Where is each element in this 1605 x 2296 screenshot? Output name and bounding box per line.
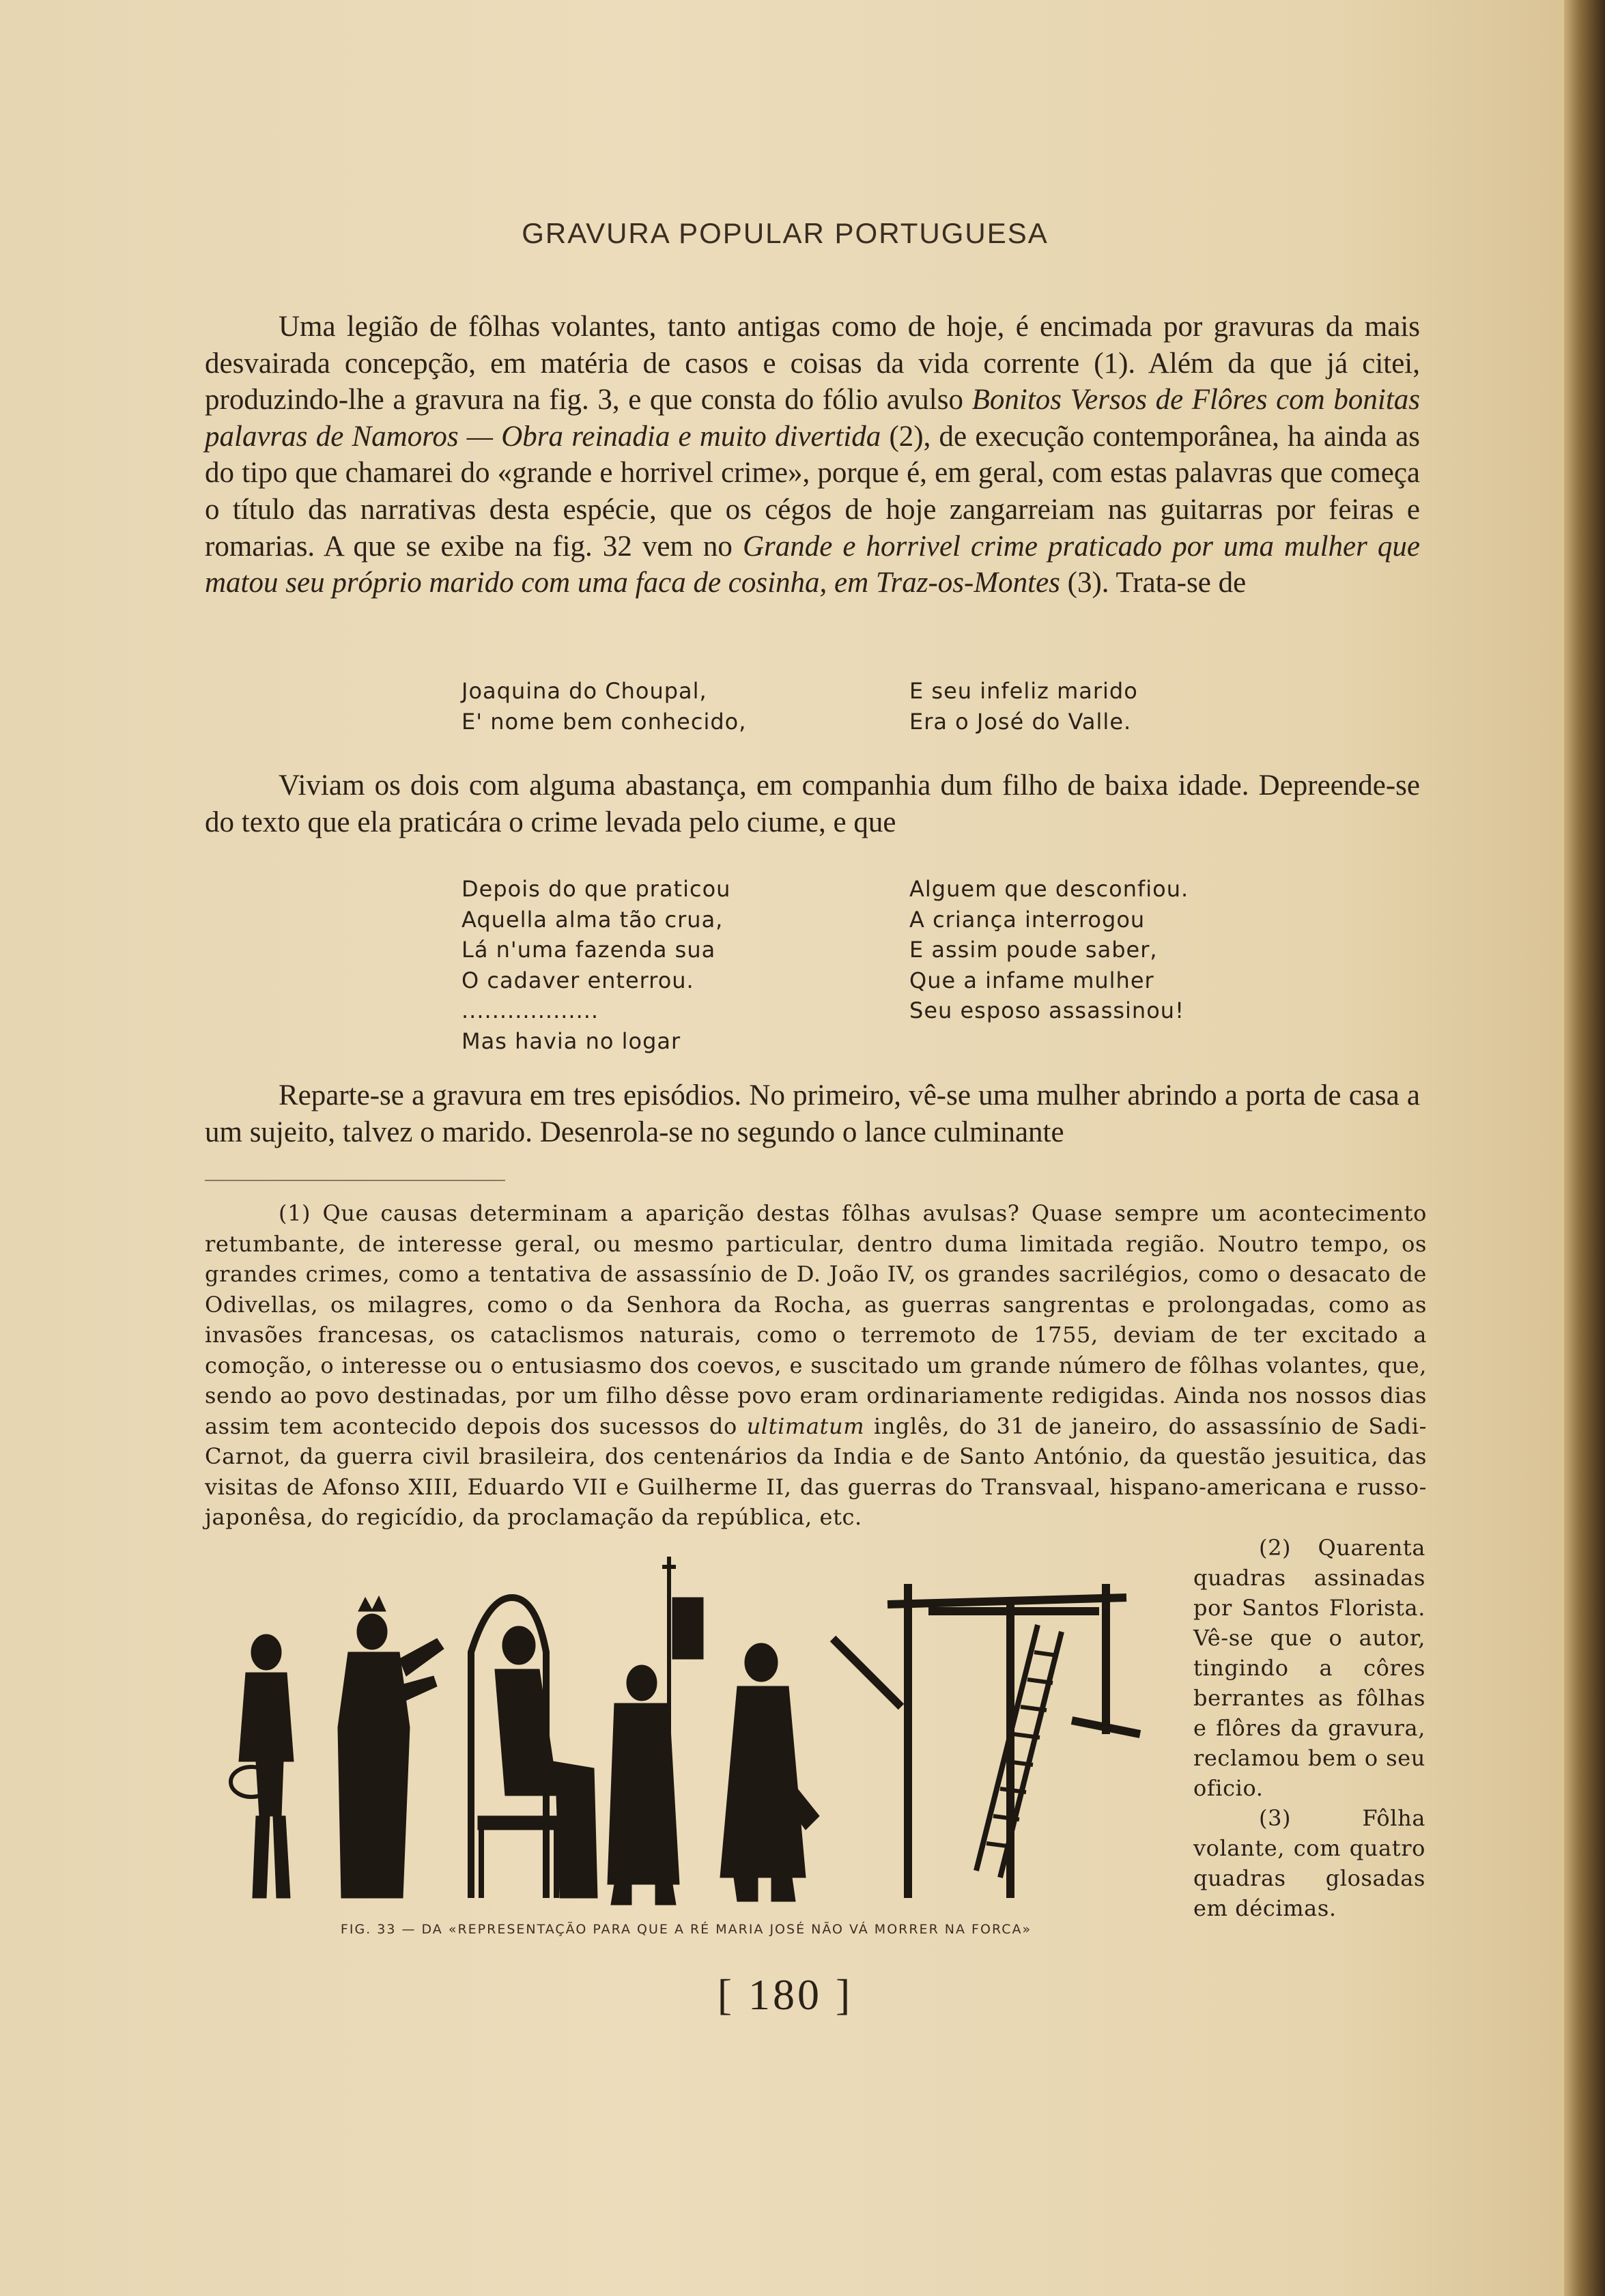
verse-line: Mas havia no logar: [461, 1027, 681, 1054]
verse-line: A criança interrogou: [909, 906, 1146, 933]
seated-judge-figure: [471, 1598, 597, 1898]
verse-line: Joaquina do Choupal,: [461, 678, 707, 704]
verse-line: Que a infame mulher: [909, 967, 1154, 993]
verse-ellipsis: ..................: [461, 997, 599, 1023]
paragraph-1: [205, 309, 1420, 601]
gallows-ladder: [833, 1584, 1140, 1898]
page-number: [ 180 ]: [717, 1970, 853, 2019]
verse-2-left: [461, 874, 730, 1056]
verse-line: Lá n'uma fazenda sua: [461, 937, 716, 963]
verse-1-right: [909, 676, 1138, 737]
verse-line: Era o José do Valle.: [909, 708, 1132, 735]
footnote-1-ultimatum: ultimatum: [746, 1413, 865, 1439]
figure-caption: FIG. 33 — DA «REPRESENTAÇÃO PARA QUE A RÉ MARIA JOSÉ NÃO VÁ MORRER NA FORCA»: [340, 1922, 1032, 1937]
footnote-1-text-c: inglês, do 31 de janeiro, do assassínio de Sadi-Carnot, da guerra civil brasileira, dos centenários da India e de Santo António, da questão jesuitica, das visitas de Afonso XIII, Eduardo VII e Guilherme II, das guerras do Transvaal, hispano-americana e russo-japonêsa, do regicídio, da proclamação da república, etc.: [205, 1413, 1427, 1530]
footnote-2: (2) Quarenta quadras assinadas por Santos Florista. Vê-se que o autor, tingindo a côres berrantes as fôlhas e flôres da gravura, reclamou bem o seu oficio.: [1193, 1535, 1425, 1801]
verse-line: Seu esposo assassinou!: [909, 997, 1184, 1023]
side-footnotes: [1193, 1533, 1425, 1923]
woodcut-figure: [218, 1557, 1181, 1925]
verse-line: E assim poude saber,: [909, 937, 1158, 963]
book-spine: [1564, 0, 1605, 2296]
verse-line: O cadaver enterrou.: [461, 967, 694, 993]
verse-line: E' nome bem conhecido,: [461, 708, 747, 735]
footnote-rule: [205, 1180, 505, 1181]
crowned-man-figure: [338, 1596, 444, 1898]
footnote-1-text-a: (1) Que causas determinam a aparição destas fôlhas avulsas? Quase sempre um acontecimento retumbante, de interesse geral, ou mesmo particular, dentro duma limitada região. Noutro tempo, os grandes crimes, como a tentativa de assassínio de D. João IV, os grandes sacrilégios, como o desacato de Odivellas, os milagres, como o da Senhora da Rocha, as guerras sangrentas e prolongadas, como as invasões francesas, os cataclismos naturais, como o terremoto de 1755, deviam de ter excitado a comoção, o interesse ou o entusiasmo dos coevos, e suscitado um grande número de fôlhas volantes, que, sendo ao povo destinadas, por um filho dêsse povo eram ordinariamente redigidas. Ainda nos nossos dias assim tem acontecido depois dos sucessos do: [205, 1200, 1427, 1439]
verse-1-left: [461, 676, 746, 737]
woman-with-basket-figure: [231, 1634, 294, 1898]
robed-man-figure: [720, 1643, 819, 1901]
paragraph-3: Reparte-se a gravura em tres episódios. No primeiro, vê-se uma mulher abrindo a porta de casa a um sujeito, talvez o marido. Desenrola-se no segundo o lance culminante: [205, 1079, 1420, 1148]
paragraph-1-title-grande-crime: Grande e horrivel crime praticado por uma mulher que matou seu próprio marido com uma faca de cosinha, em Traz-os-Montes: [205, 530, 1420, 599]
running-header: GRAVURA POPULAR PORTUGUESA: [522, 217, 1049, 249]
paragraph-1-text-c: (2), de execução contemporânea, ha ainda as do tipo que chamarei do «grande e horrivel crime», porque é, em geral, com estas palavras que começa o título das narrativas desta espécie, que os cégos de hoje zangarreiam nas guitarras por feiras e romarias. A que se exibe na fig. 32 vem no: [205, 420, 1420, 563]
standard-bearer-figure: [608, 1557, 703, 1905]
paragraph-2: Viviam os dois com alguma abastança, em companhia dum filho de baixa idade. Depreende-se do texto que ela praticára o crime levada pelo ciume, e que: [205, 769, 1420, 838]
verse-line: E seu infeliz marido: [909, 678, 1138, 704]
verse-2-right: [909, 874, 1189, 1026]
verse-line: Depois do que praticou: [461, 876, 731, 902]
verse-line: Aquella alma tão crua,: [461, 906, 724, 933]
footnote-3: (3) Fôlha volante, com quatro quadras glosadas em décimas.: [1193, 1805, 1425, 1921]
paragraph-1-title-bonitos-versos: Bonitos Versos de Flôres com bonitas palavras de Namoros — Obra reinadia e muito divertida: [205, 384, 1421, 453]
verse-line: Alguem que desconfiou.: [909, 876, 1189, 902]
paragraph-1-text-e: (3). Trata-se de: [1060, 567, 1247, 599]
footnote-1: [205, 1198, 1427, 1533]
paragraph-1-text-a: Uma legião de fôlhas volantes, tanto antigas como de hoje, é encimada por gravuras da mais desvairada concepção, em matéria de casos e coisas da vida corrente (1). Além da que já citei, produzindo-lhe a gravura na fig. 3, e que consta do fólio avulso: [205, 311, 1420, 416]
